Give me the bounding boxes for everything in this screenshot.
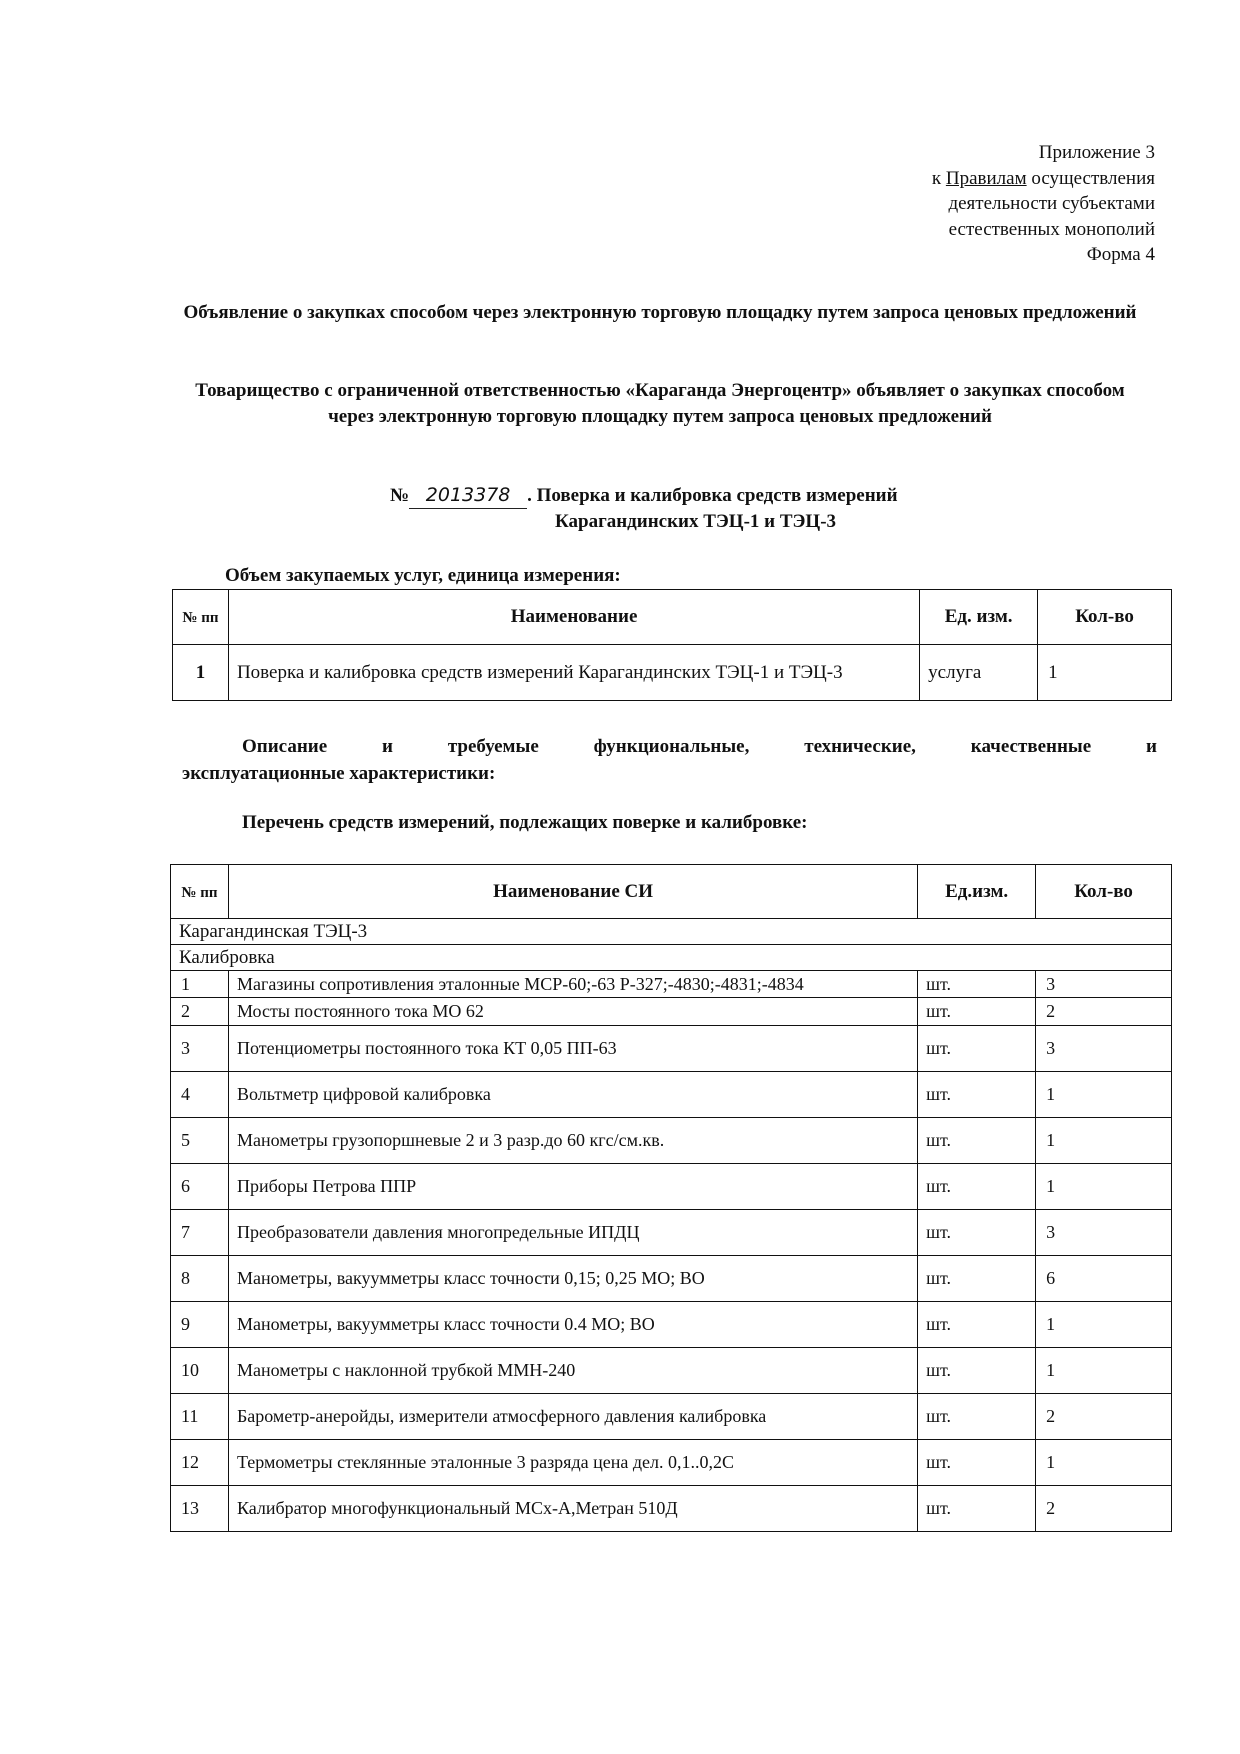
instrument-row bbox=[171, 1486, 1172, 1532]
appendix-form-label: Форма 4 bbox=[1086, 244, 1155, 265]
row-name: Термометры стеклянные эталонные 3 разряда цена дел. 0,1..0,2С bbox=[228, 1440, 917, 1486]
lot-name-line-1: . Поверка и калибровка средств измерений bbox=[527, 485, 898, 506]
row-number: 10 bbox=[171, 1348, 229, 1394]
col-number-header: № пп bbox=[171, 865, 229, 919]
instrument-row bbox=[171, 1348, 1172, 1394]
subgroup-row bbox=[171, 945, 1172, 971]
row-unit: шт. bbox=[918, 1394, 1036, 1440]
col-unit-header: Ед.изм. bbox=[918, 865, 1036, 919]
row-number: 8 bbox=[171, 1256, 229, 1302]
col-qty-header: Кол-во bbox=[1038, 590, 1172, 645]
volume-table bbox=[172, 589, 1172, 701]
row-qty: 1 bbox=[1038, 645, 1172, 701]
row-name: Поверка и калибровка средств измерений Карагандинских ТЭЦ-1 и ТЭЦ-3 bbox=[228, 645, 919, 701]
appendix-line-3: деятельности субъектами bbox=[948, 193, 1155, 214]
instrument-row bbox=[171, 1118, 1172, 1164]
row-qty: 1 bbox=[1036, 1348, 1172, 1394]
row-unit: услуга bbox=[920, 645, 1038, 701]
row-qty: 2 bbox=[1036, 1486, 1172, 1532]
instrument-row bbox=[171, 1394, 1172, 1440]
col-name-header: Наименование bbox=[228, 590, 919, 645]
instruments-table bbox=[170, 864, 1172, 1532]
row-qty: 2 bbox=[1036, 1394, 1172, 1440]
announcement-title: Объявление о закупках способом через электронную торговую площадку путем запроса ценовых предложений bbox=[183, 302, 1137, 323]
row-name: Вольтметр цифровой калибровка bbox=[228, 1072, 917, 1118]
row-qty: 1 bbox=[1036, 1440, 1172, 1486]
row-number: 2 bbox=[171, 998, 229, 1026]
instrument-row bbox=[171, 1302, 1172, 1348]
row-number: 4 bbox=[171, 1072, 229, 1118]
row-qty: 1 bbox=[1036, 1164, 1172, 1210]
appendix-line-2: к Правилам осуществления bbox=[931, 167, 1155, 189]
volume-row bbox=[173, 645, 1172, 701]
appendix-block bbox=[795, 140, 1155, 268]
lot-name-line-2: Карагандинских ТЭЦ-1 и ТЭЦ-3 bbox=[555, 511, 837, 532]
row-unit: шт. bbox=[918, 1072, 1036, 1118]
row-number: 11 bbox=[171, 1394, 229, 1440]
col-unit-header: Ед. изм. bbox=[920, 590, 1038, 645]
row-unit: шт. bbox=[918, 1440, 1036, 1486]
row-name: Манометры, вакуумметры класс точности 0,15; 0,25 МО; ВО bbox=[228, 1256, 917, 1302]
row-name: Потенциометры постоянного тока КТ 0,05 ПП-63 bbox=[228, 1026, 917, 1072]
group-label: Карагандинская ТЭЦ-3 bbox=[171, 919, 1172, 945]
appendix-line-1: Приложение 3 bbox=[1038, 142, 1155, 163]
row-number: 1 bbox=[171, 971, 229, 998]
instrument-row bbox=[171, 1072, 1172, 1118]
instrument-row bbox=[171, 1210, 1172, 1256]
row-name: Манометры, вакуумметры класс точности 0.4 МО; ВО bbox=[228, 1302, 917, 1348]
row-number: 7 bbox=[171, 1210, 229, 1256]
lot-number-prefix: № bbox=[390, 485, 410, 506]
row-number: 13 bbox=[171, 1486, 229, 1532]
appendix-line-4: естественных монополий bbox=[948, 218, 1155, 240]
row-number: 12 bbox=[171, 1440, 229, 1486]
row-unit: шт. bbox=[918, 1302, 1036, 1348]
row-number: 9 bbox=[171, 1302, 229, 1348]
company-announcement: Товарищество с ограниченной ответственностью «Караганда Энергоцентр» объявляет о закупках способом через электронную торговую площадку путем запроса ценовых предложений bbox=[195, 380, 1125, 427]
row-unit: шт. bbox=[918, 998, 1036, 1026]
col-qty-header: Кол-во bbox=[1036, 865, 1172, 919]
instrument-row bbox=[171, 971, 1172, 998]
col-number-header: № пп bbox=[173, 590, 229, 645]
description-line-2: эксплуатационные характеристики: bbox=[182, 763, 496, 784]
row-qty: 3 bbox=[1036, 1210, 1172, 1256]
row-unit: шт. bbox=[918, 1210, 1036, 1256]
instrument-row bbox=[171, 1256, 1172, 1302]
row-qty: 2 bbox=[1036, 998, 1172, 1026]
row-qty: 1 bbox=[1036, 1118, 1172, 1164]
row-name: Манометры грузопоршневые 2 и 3 разр.до 60 кгс/см.кв. bbox=[228, 1118, 917, 1164]
description-line-1: Описание и требуемые функциональные, технические, качественные и bbox=[242, 736, 1157, 757]
row-name: Приборы Петрова ППР bbox=[228, 1164, 917, 1210]
description-heading bbox=[182, 733, 1157, 787]
row-unit: шт. bbox=[918, 1118, 1036, 1164]
row-qty: 3 bbox=[1036, 1026, 1172, 1072]
instrument-row bbox=[171, 1164, 1172, 1210]
row-name: Мосты постоянного тока МО 62 bbox=[228, 998, 917, 1026]
row-unit: шт. bbox=[918, 1164, 1036, 1210]
volume-table-header bbox=[173, 590, 1172, 645]
rules-link-word: Правилам bbox=[945, 167, 1027, 189]
row-name: Барометр-анеройды, измерители атмосферного давления калибровка bbox=[228, 1394, 917, 1440]
instrument-row bbox=[171, 1026, 1172, 1072]
row-qty: 1 bbox=[1036, 1302, 1172, 1348]
list-caption: Перечень средств измерений, подлежащих поверке и калибровке: bbox=[242, 812, 808, 833]
row-number: 5 bbox=[171, 1118, 229, 1164]
row-name: Калибратор многофункциональный МСх-А,Метран 510Д bbox=[228, 1486, 917, 1532]
group-row bbox=[171, 919, 1172, 945]
subgroup-label: Калибровка bbox=[171, 945, 1172, 971]
lot-number-handwritten: 2013378 bbox=[409, 482, 527, 509]
row-unit: шт. bbox=[918, 1256, 1036, 1302]
instrument-row bbox=[171, 998, 1172, 1026]
instrument-row bbox=[171, 1440, 1172, 1486]
row-name: Преобразователи давления многопредельные ИПДЦ bbox=[228, 1210, 917, 1256]
row-number: 3 bbox=[171, 1026, 229, 1072]
row-unit: шт. bbox=[918, 971, 1036, 998]
row-unit: шт. bbox=[918, 1026, 1036, 1072]
row-name: Манометры с наклонной трубкой ММН-240 bbox=[228, 1348, 917, 1394]
row-name: Магазины сопротивления эталонные МСР-60;-63 Р-327;-4830;-4831;-4834 bbox=[228, 971, 917, 998]
row-number: 6 bbox=[171, 1164, 229, 1210]
row-number: 1 bbox=[173, 645, 229, 701]
row-qty: 3 bbox=[1036, 971, 1172, 998]
lot-title bbox=[390, 482, 1040, 535]
volume-caption: Объем закупаемых услуг, единица измерения: bbox=[225, 565, 621, 586]
row-qty: 6 bbox=[1036, 1256, 1172, 1302]
row-unit: шт. bbox=[918, 1486, 1036, 1532]
row-qty: 1 bbox=[1036, 1072, 1172, 1118]
col-name-header: Наименование СИ bbox=[228, 865, 917, 919]
instruments-table-header bbox=[171, 865, 1172, 919]
row-unit: шт. bbox=[918, 1348, 1036, 1394]
